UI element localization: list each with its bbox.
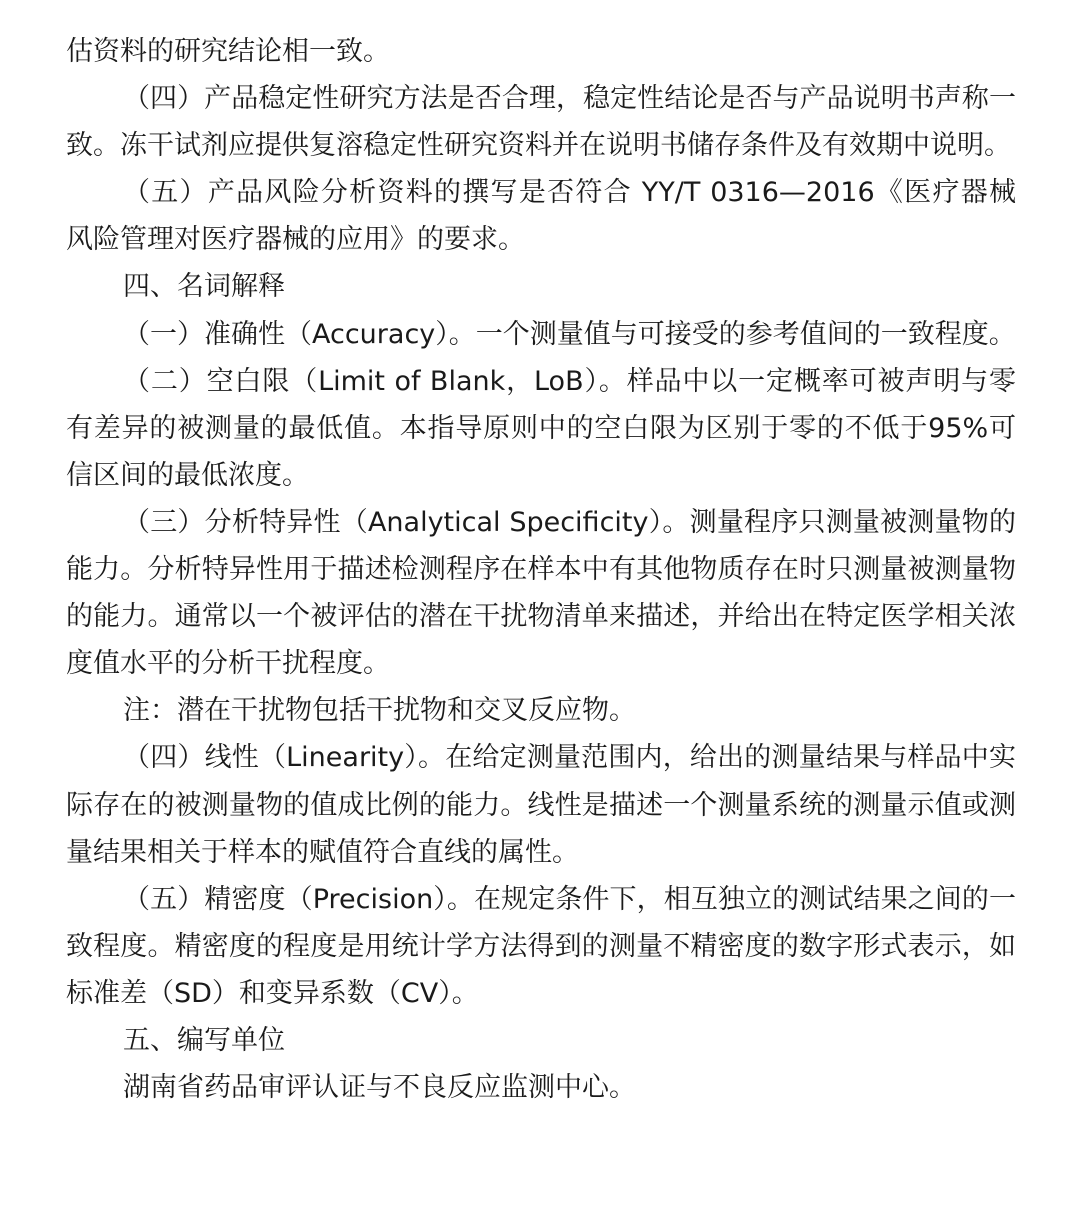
paragraph-continuation: 估资料的研究结论相一致。	[66, 36, 390, 67]
term-accuracy: （一）准确性（Accuracy）。一个测量值与可接受的参考值间的一致程度。	[123, 318, 1016, 350]
section-heading-glossary: 四、名词解释	[123, 271, 285, 303]
authoring-organization: 湖南省药品审评认证与不良反应监测中心。	[123, 1072, 636, 1104]
paragraph-risk-analysis: （五）产品风险分析资料的撰写是否符合 YY/T 0316—2016《医疗器械 风险管理对医疗器械的应用》的要求。	[66, 177, 1016, 256]
term-limit-of-blank: （二）空白限（Limit of Blank，LoB）。样品中以一定概率可被声明与零有差异的被测量的最低值。本指导原则中的空白限为区别于零的不低于95%可信区间的最低浓度。	[66, 365, 1016, 491]
document-body	[66, 28, 1016, 1111]
note-interferents: 注：潜在干扰物包括干扰物和交叉反应物。	[123, 695, 636, 727]
paragraph-stability-review: （四）产品稳定性研究方法是否合理，稳定性结论是否与产品说明书声称一致。冻干试剂应提供复溶稳定性研究资料并在说明书储存条件及有效期中说明。	[66, 83, 1016, 162]
term-analytical-specificity: （三）分析特异性（Analytical Specificity）。测量程序只测量被测量物的能力。分析特异性用于描述检测程序在样本中有其他物质存在时只测量被测量物的能力。通常以一个被评估的潜在干扰物清单来描述，并给出在特定医学相关浓度值水平的分析干扰程度。	[66, 506, 1016, 680]
term-linearity: （四）线性（Linearity）。在给定测量范围内，给出的测量结果与样品中实际存在的被测量物的值成比例的能力。线性是描述一个测量系统的测量示值或测量结果相关于样本的赋值符合直线的属性。	[66, 742, 1016, 868]
section-heading-authoring-unit: 五、编写单位	[123, 1024, 285, 1056]
term-precision: （五）精密度（Precision）。在规定条件下，相互独立的测试结果之间的一致程度。精密度的程度是用统计学方法得到的测量不精密度的数字形式表示，如标准差（SD）和变异系数（CV）。	[66, 883, 1016, 1009]
